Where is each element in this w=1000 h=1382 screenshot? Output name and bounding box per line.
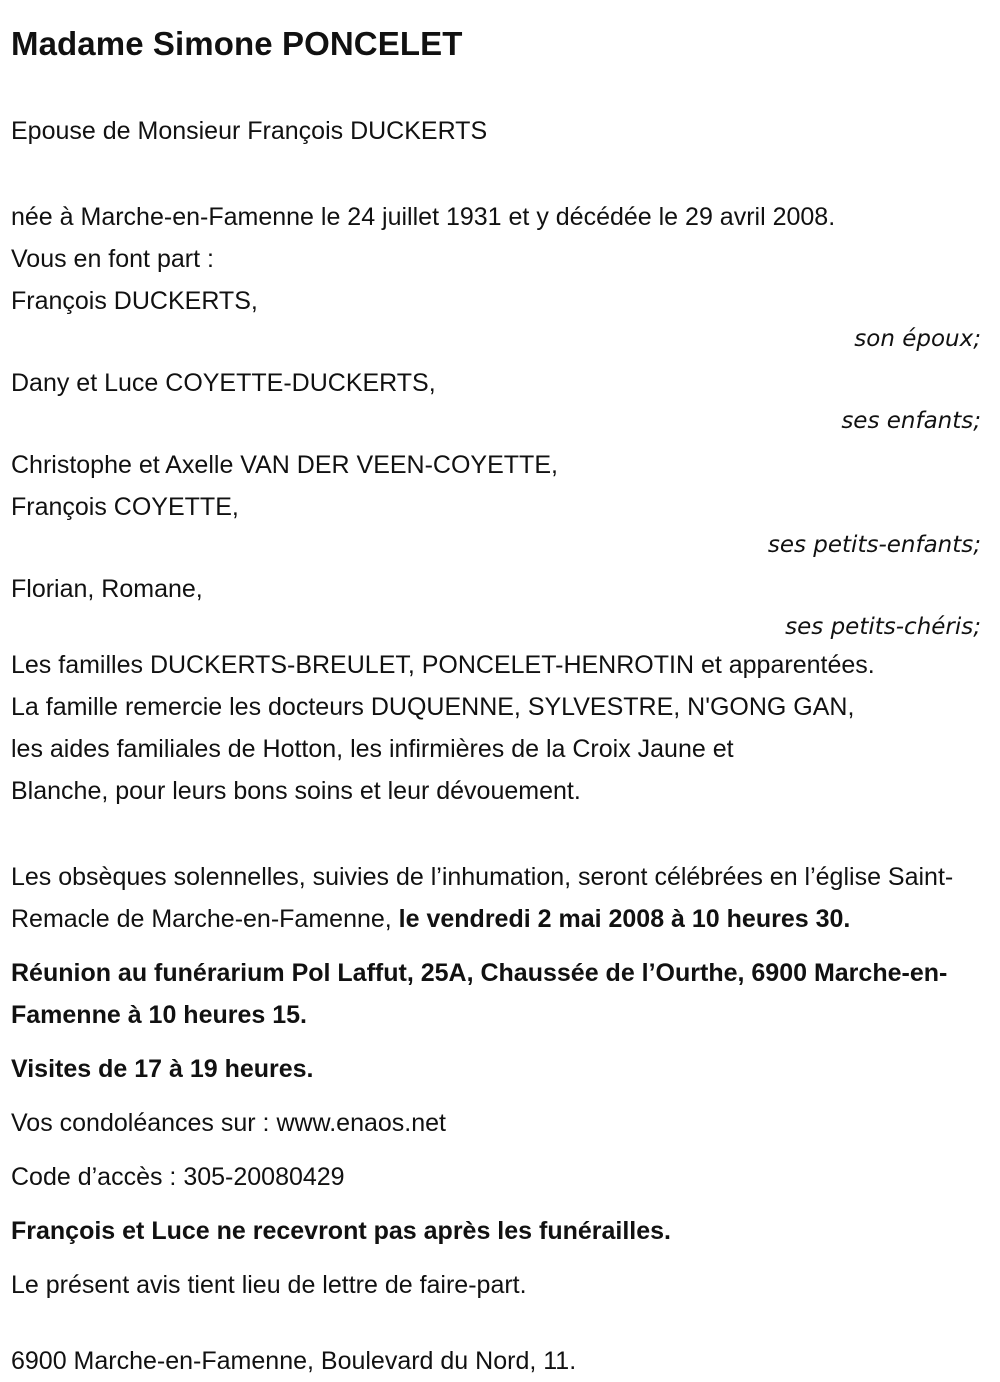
gathering-paragraph: Réunion au funérarium Pol Laffut, 25A, Chaussée de l’Ourthe, 6900 Marche-en-Famenne à 10 heures 15. bbox=[11, 959, 948, 1029]
funeral-details-regular: Les obsèques solennelles, suivies de l’inhumation, seront célébrées en l’église Saint-Remacle de Marche-en-Famenne, bbox=[11, 863, 954, 933]
spacer-before-access-code bbox=[11, 1144, 990, 1156]
spacer-after-spouse bbox=[11, 152, 990, 196]
thanks-line: La famille remercie les docteurs DUQUENNE, SYLVESTRE, N'GONG GAN, bbox=[11, 693, 855, 721]
relation-label: ses petits-enfants; bbox=[767, 532, 981, 558]
announcement-intro: Vous en font part : bbox=[11, 245, 214, 273]
mourner-name: François DUCKERTS, bbox=[11, 287, 258, 315]
thanks-line: les aides familiales de Hotton, les infirmières de la Croix Jaune et bbox=[11, 735, 734, 763]
condolences-line[interactable]: Vos condoléances sur : www.enaos.net bbox=[11, 1109, 446, 1137]
access-code-line: Code d’accès : 305-20080429 bbox=[11, 1163, 345, 1191]
spacer-before-address bbox=[11, 1306, 990, 1340]
spacer-before-no-reception bbox=[11, 1198, 990, 1210]
relation-label: ses petits-chéris; bbox=[785, 614, 981, 640]
spacer-after-heading bbox=[11, 66, 990, 110]
spouse-line: Epouse de Monsieur François DUCKERTS bbox=[11, 117, 488, 145]
mourner-name: Florian, Romane, bbox=[11, 575, 203, 603]
relation-label: ses enfants; bbox=[841, 408, 981, 434]
address-line: 6900 Marche-en-Famenne, Boulevard du Nord, 11. bbox=[11, 1347, 577, 1375]
mourner-name: Christophe et Axelle VAN DER VEEN-COYETTE, bbox=[11, 451, 558, 479]
visits-line: Visites de 17 à 19 heures. bbox=[11, 1055, 314, 1083]
families-line: Les familles DUCKERTS-BREULET, PONCELET-HENROTIN et apparentées. bbox=[11, 651, 875, 679]
thanks-line: Blanche, pour leurs bons soins et leur dévouement. bbox=[11, 777, 581, 805]
mourner-name: Dany et Luce COYETTE-DUCKERTS, bbox=[11, 369, 436, 397]
funeral-details-paragraph bbox=[11, 856, 990, 940]
spacer-before-visits bbox=[11, 1036, 990, 1048]
legal-note-line: Le présent avis tient lieu de lettre de faire-part. bbox=[11, 1271, 527, 1299]
birth-death-line: née à Marche-en-Famenne le 24 juillet 1931 et y décédée le 29 avril 2008. bbox=[11, 203, 836, 231]
spacer-before-condolences bbox=[11, 1090, 990, 1102]
funeral-details-datetime: le vendredi 2 mai 2008 à 10 heures 30. bbox=[398, 905, 851, 933]
spacer-before-gathering bbox=[11, 940, 990, 952]
no-reception-line: François et Luce ne recevront pas après les funérailles. bbox=[11, 1217, 671, 1245]
spacer-before-ceremony bbox=[11, 812, 990, 856]
relation-label: son époux; bbox=[854, 326, 981, 352]
mourner-name: François COYETTE, bbox=[11, 493, 239, 521]
deceased-name-heading: Madame Simone PONCELET bbox=[11, 25, 463, 62]
spacer-before-legal-note bbox=[11, 1252, 990, 1264]
